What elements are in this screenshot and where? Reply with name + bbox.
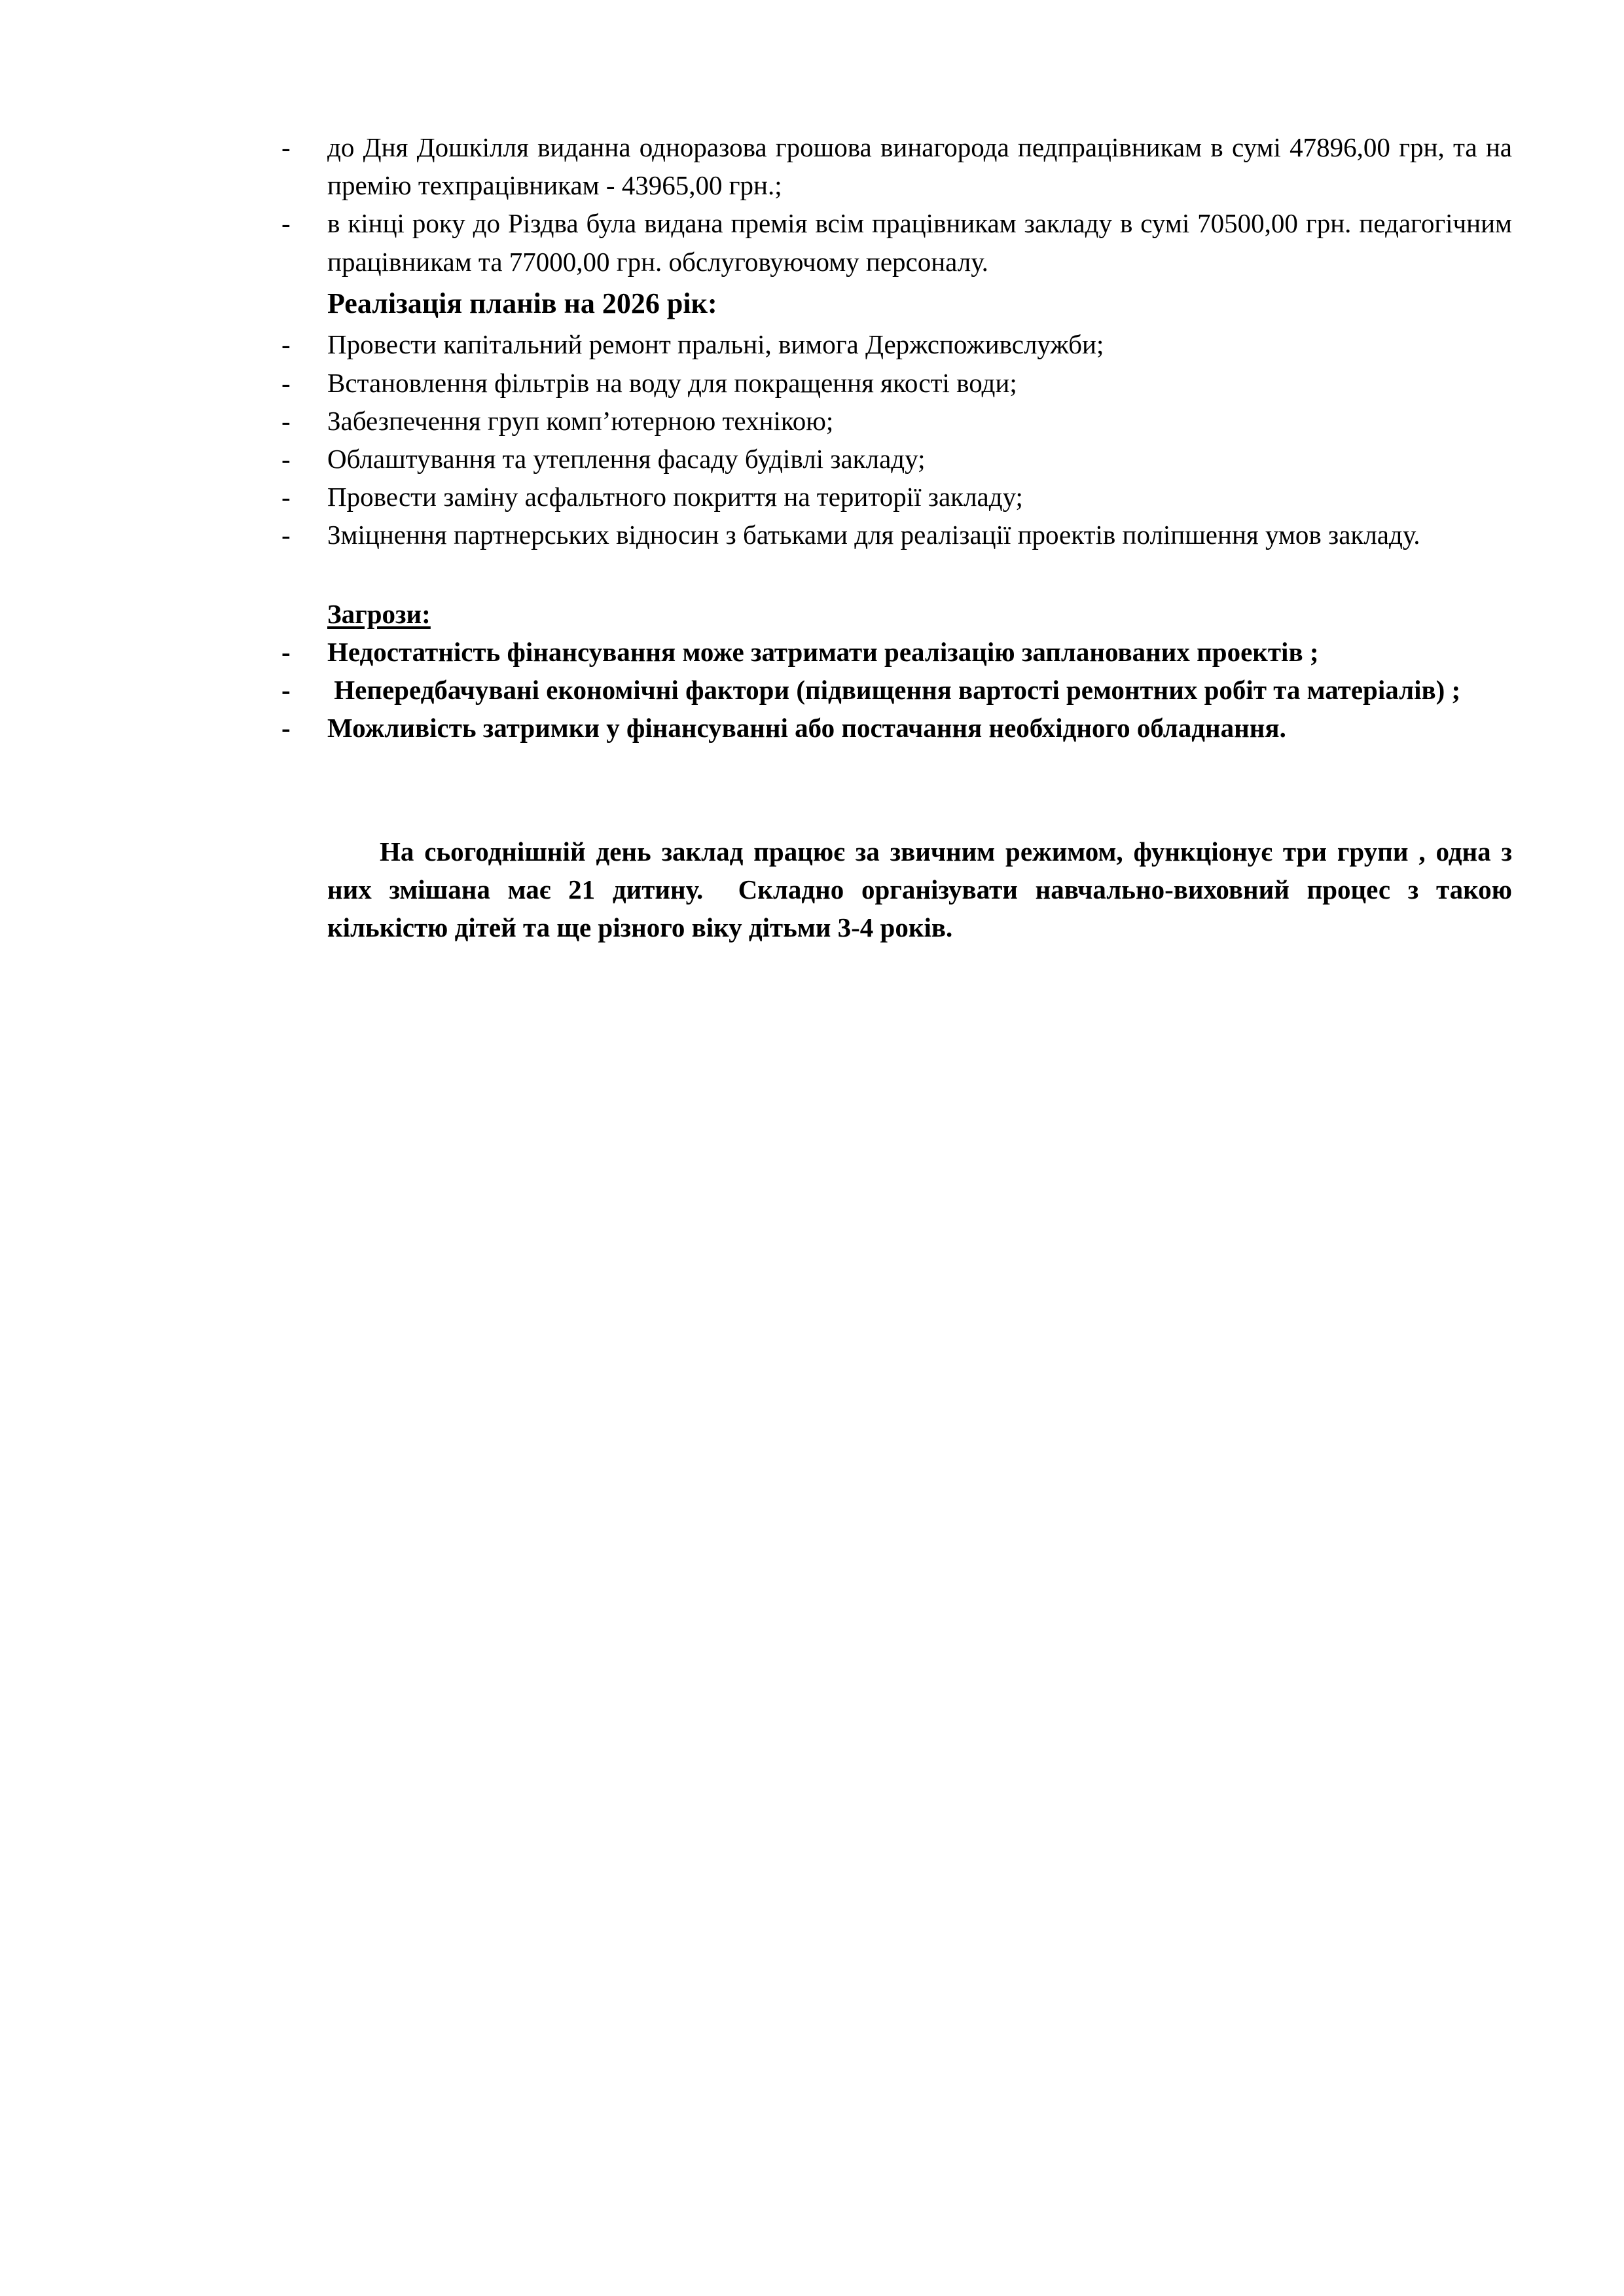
- list-item: [276, 478, 1512, 516]
- list-item-text: Встановлення фільтрів на воду для покращення якості води;: [327, 367, 1017, 398]
- list-item: [276, 204, 1519, 280]
- list-item: [276, 709, 1512, 747]
- list-item: [276, 633, 1512, 671]
- section-spacer: [276, 554, 1512, 595]
- list-item: [276, 325, 1512, 363]
- list-item: [276, 440, 1512, 478]
- bullet-dash-icon: -: [281, 675, 291, 706]
- list-item-text: в кінці року до Різдва була видана премія всім працівникам закладу в сумі 70500,00 грн. педагогічним працівникам та 77000,00 грн. обслуговуючому персоналу.: [327, 208, 1519, 277]
- bullet-dash-icon: -: [281, 444, 291, 474]
- list-item: [276, 364, 1512, 402]
- list-item-text: Зміцнення партнерських відносин з батьками для реалізації проектів поліпшення умов закладу.: [327, 520, 1420, 550]
- plans-heading: Реалізація планів на 2026 рік:: [327, 287, 717, 319]
- list-item-text: Забезпечення груп комп’ютерною технікою;: [327, 405, 834, 436]
- list-item-text: Непередбачувані економічні фактори (підвищення вартості ремонтних робіт та матеріалів) ;: [327, 675, 1461, 706]
- bullet-dash-icon: -: [281, 713, 291, 744]
- section-spacer: [276, 810, 1512, 833]
- threats-heading: Загрози:: [327, 598, 431, 629]
- list-item: [276, 128, 1519, 204]
- list-item-text: Недостатність фінансування може затримати реалізацію запланованих проектів ;: [327, 636, 1319, 667]
- list-item: [276, 671, 1512, 709]
- bullet-dash-icon: -: [281, 132, 291, 162]
- bullet-dash-icon: -: [281, 367, 291, 398]
- list-item-text: до Дня Дошкілля виданна одноразова грошова винагорода педпрацівникам в сумі 47896,00 грн, та на премію техпрацівникам - 43965,00 грн.;: [327, 132, 1519, 201]
- document-body: [276, 128, 1519, 946]
- list-item-text: Облаштування та утеплення фасаду будівлі закладу;: [327, 444, 926, 474]
- list-item-text: Провести заміну асфальтного покриття на території закладу;: [327, 482, 1023, 512]
- list-item: [276, 402, 1512, 440]
- bullet-dash-icon: -: [281, 482, 291, 512]
- list-item: [276, 516, 1512, 554]
- bullet-dash-icon: -: [281, 405, 291, 436]
- section-spacer: [276, 747, 1512, 810]
- bullet-dash-icon: -: [281, 520, 291, 550]
- bullet-dash-icon: -: [281, 636, 291, 667]
- list-item-text: Провести капітальний ремонт пральні, вимога Держспоживслужби;: [327, 329, 1104, 360]
- bullet-dash-icon: -: [281, 329, 291, 360]
- bullet-dash-icon: -: [281, 208, 291, 239]
- closing-paragraph: На сьогоднішній день заклад працює за звичним режимом, функціонує три групи , одна з них змішана має 21 дитину. Складно організувати навчально-виховний процес з такою кількістю дітей та ще різного віку дітьми 3-4 років.: [327, 836, 1519, 942]
- list-item-text: Можливість затримки у фінансуванні або постачання необхідного обладнання.: [327, 713, 1286, 744]
